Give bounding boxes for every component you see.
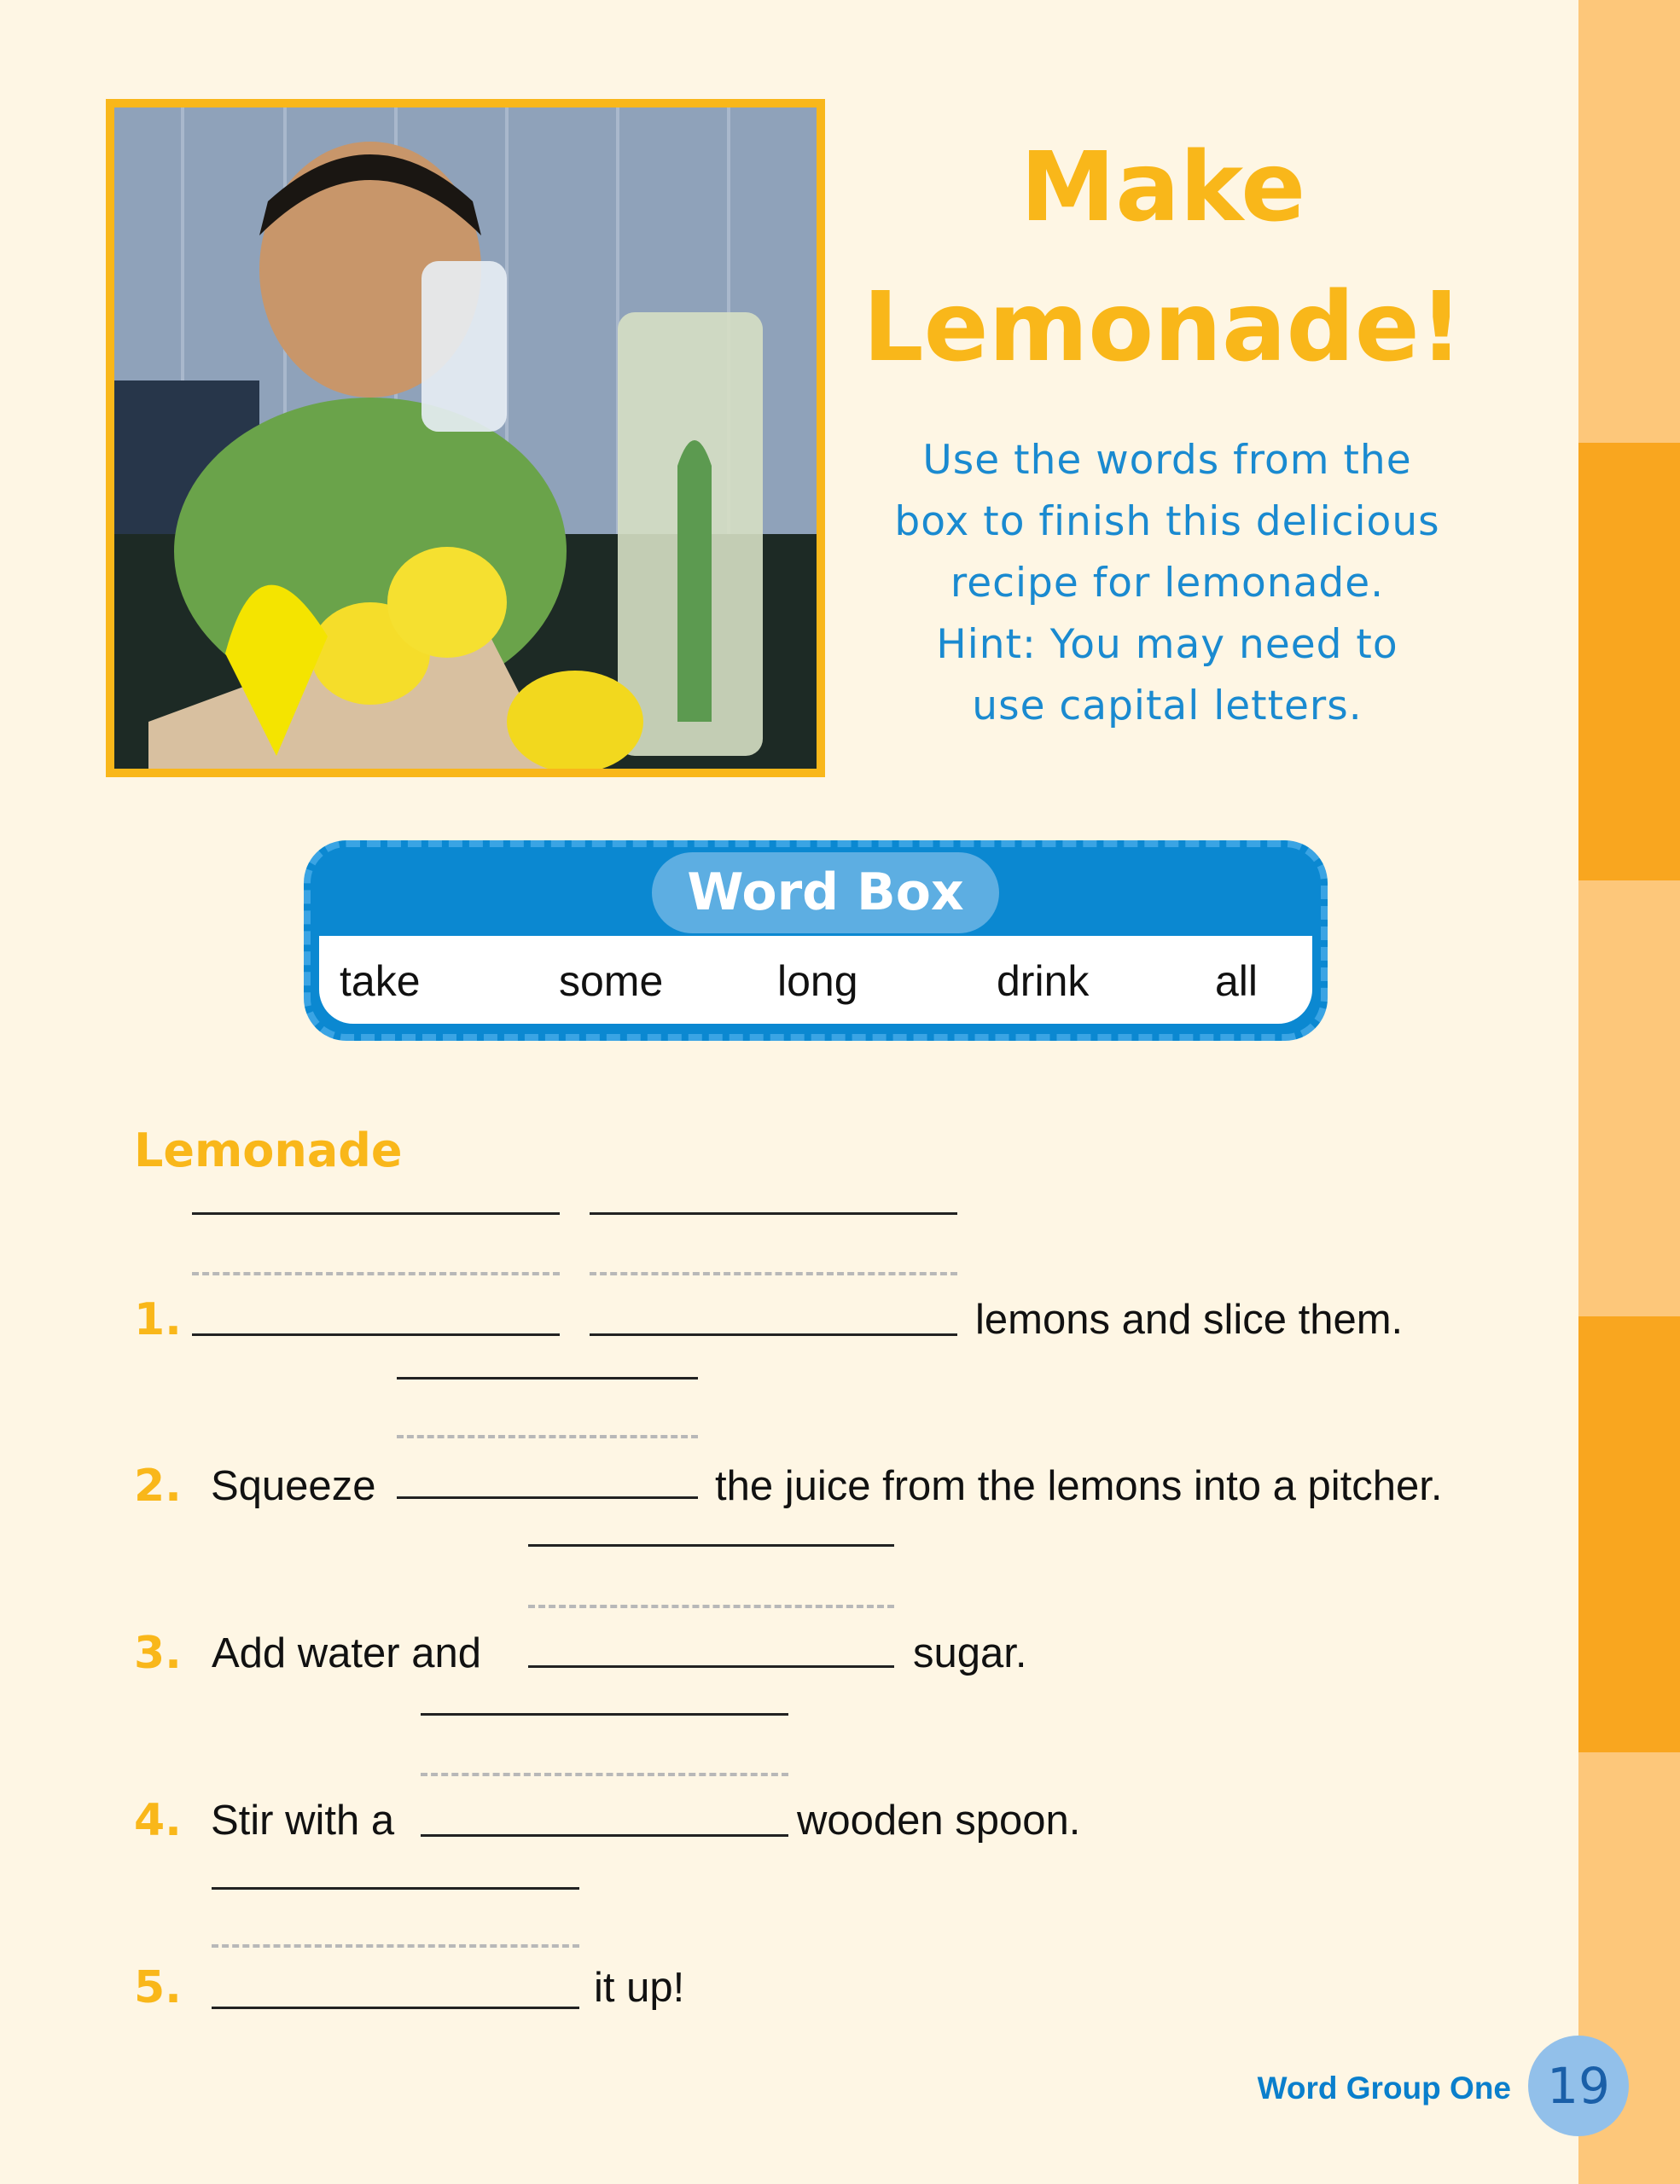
page-title-line2: Lemonade! — [863, 272, 1463, 383]
step-number: 2. — [134, 1461, 182, 1512]
edge-band — [1578, 0, 1680, 443]
word-box-word: take — [340, 957, 421, 1005]
instruction-line: Use the words from the — [922, 437, 1412, 484]
word-box-word: long — [777, 957, 858, 1005]
edge-band — [1578, 443, 1680, 880]
word-box-word: drink — [997, 957, 1090, 1005]
step-text: Stir with a — [211, 1798, 395, 1844]
step-text: Add water and — [212, 1630, 481, 1676]
recipe-heading: Lemonade — [134, 1124, 403, 1177]
word-box-word: some — [559, 957, 664, 1005]
edge-band — [1578, 1316, 1680, 1752]
step-number: 5. — [134, 1962, 182, 2013]
step-text: the juice from the lemons into a pitcher. — [715, 1463, 1443, 1509]
edge-band — [1578, 880, 1680, 1316]
word-box-word: all — [1215, 957, 1259, 1005]
page-title-line1: Make — [1020, 132, 1306, 243]
section-label: Word Group One — [1257, 2071, 1511, 2106]
step-text: it up! — [594, 1965, 685, 2011]
instruction-line: recipe for lemonade. — [950, 560, 1385, 607]
page-number: 19 — [1528, 2036, 1629, 2136]
photo-boy-drinking-lemonade — [106, 99, 825, 777]
step-text: lemons and slice them. — [975, 1297, 1404, 1343]
step-number: 4. — [134, 1795, 182, 1846]
word-box-title: Word Box — [652, 852, 999, 933]
step-text: wooden spoon. — [797, 1798, 1081, 1844]
step-number: 1. — [134, 1294, 182, 1345]
instruction-line: use capital letters. — [972, 682, 1363, 729]
step-text: sugar. — [913, 1630, 1027, 1676]
instruction-line: box to finish this delicious — [894, 498, 1440, 545]
instruction-line: Hint: You may need to — [936, 621, 1398, 668]
step-number: 3. — [134, 1628, 182, 1679]
step-text: Squeeze — [211, 1463, 376, 1509]
